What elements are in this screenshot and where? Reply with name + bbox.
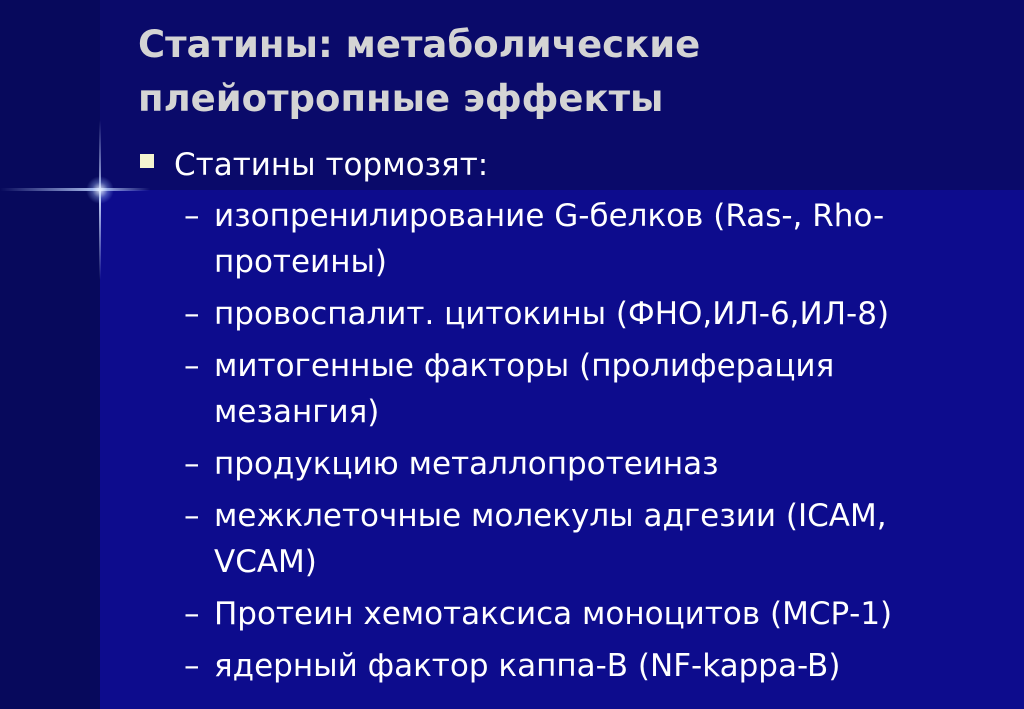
slide-title-line-2: плейотропные эффекты <box>138 77 664 120</box>
slide-title <box>138 18 998 126</box>
sub-bullet-item <box>184 291 984 337</box>
sub-bullet-item <box>184 493 984 585</box>
dash-icon: – <box>184 648 200 684</box>
sub-bullet-text: митогенные факторы (пролиферация <box>214 348 835 384</box>
sparkle-star-icon <box>86 176 114 204</box>
main-bullet-text: Статины тормозят: <box>174 147 489 183</box>
dash-icon: – <box>184 198 200 234</box>
sub-bullet-item <box>184 591 984 637</box>
sub-bullet-item <box>184 193 984 285</box>
sub-bullet-item <box>184 643 984 689</box>
dash-icon: – <box>184 348 200 384</box>
sub-bullet-item <box>184 441 984 487</box>
sub-bullet-text-continued: VCAM) <box>214 544 317 580</box>
square-bullet-icon <box>140 154 154 168</box>
dash-icon: – <box>184 498 200 534</box>
sub-bullet-text: провоспалит. цитокины (ФНО,ИЛ-6,ИЛ-8) <box>214 296 890 332</box>
background-left-band <box>0 0 100 709</box>
sub-bullet-text: ядерный фактор каппа-В (NF-kappa-B) <box>214 648 841 684</box>
dash-icon: – <box>184 446 200 482</box>
sub-bullet-list <box>184 193 984 695</box>
sub-bullet-text: продукцию металлопротеиназ <box>214 446 719 482</box>
slide-title-line-1: Статины: метаболические <box>138 23 701 66</box>
dash-icon: – <box>184 596 200 632</box>
sub-bullet-text-continued: мезангия) <box>214 394 380 430</box>
sub-bullet-text: изопренилирование G-белков (Ras-, Rho- <box>214 198 885 234</box>
sub-bullet-text: межклеточные молекулы адгезии (ICAM, <box>214 498 887 534</box>
sub-bullet-text-continued: протеины) <box>214 244 388 280</box>
sub-bullet-item <box>184 343 984 435</box>
dash-icon: – <box>184 296 200 332</box>
sparkle-horizontal-ray <box>0 188 150 191</box>
sub-bullet-text: Протеин хемотаксиса моноцитов (МСР-1) <box>214 596 893 632</box>
